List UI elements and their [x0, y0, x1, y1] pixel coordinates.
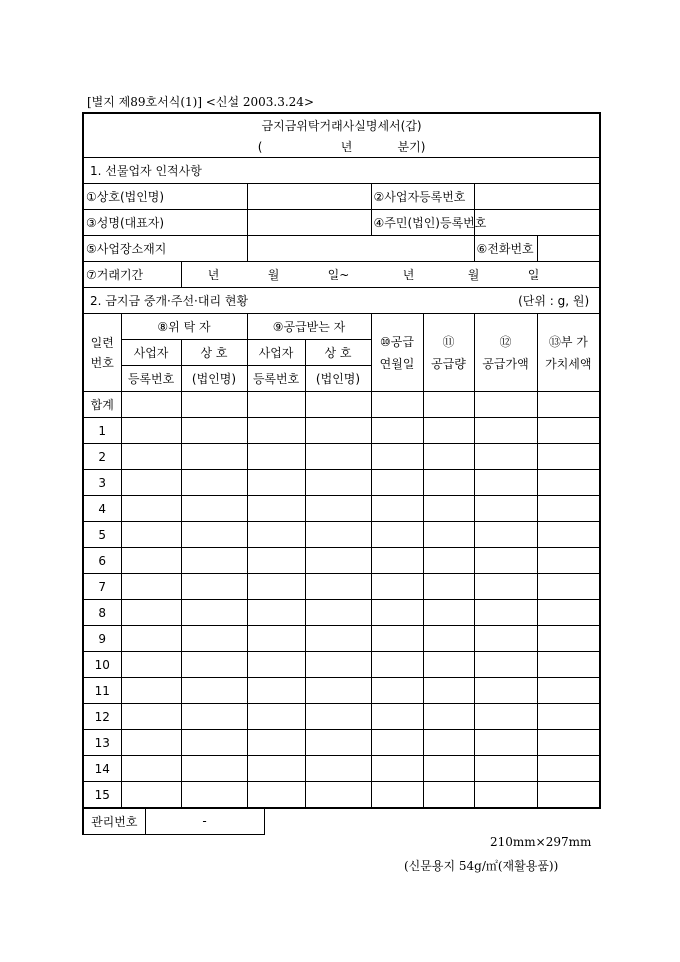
table-cell[interactable] [537, 756, 600, 782]
table-cell[interactable] [121, 756, 181, 782]
table-cell[interactable] [423, 496, 474, 522]
row-number: 7 [83, 574, 121, 600]
col-qty: ⑪ 공급량 [423, 314, 474, 392]
table-cell[interactable] [371, 756, 423, 782]
section1-heading: 1. 선물업자 인적사항 [83, 158, 600, 184]
row-number: 6 [83, 548, 121, 574]
management-label: 관리번호 [83, 808, 145, 835]
total-cell[interactable] [537, 392, 600, 418]
table-cell[interactable] [305, 730, 371, 756]
table-cell[interactable] [423, 626, 474, 652]
row-number: 14 [83, 756, 121, 782]
row-number: 4 [83, 496, 121, 522]
table-cell[interactable] [121, 418, 181, 444]
address-value[interactable] [247, 236, 474, 262]
table-row [83, 418, 600, 444]
table-cell[interactable] [474, 470, 537, 496]
table-cell[interactable] [181, 522, 247, 548]
table-cell[interactable] [305, 574, 371, 600]
table-cell[interactable] [423, 678, 474, 704]
table-cell[interactable] [247, 678, 305, 704]
table-cell[interactable] [305, 444, 371, 470]
total-cell[interactable] [371, 392, 423, 418]
table-cell[interactable] [305, 704, 371, 730]
col-consignor: ⑧위 탁 자 [121, 314, 247, 340]
table-cell[interactable] [537, 470, 600, 496]
total-cell[interactable] [474, 392, 537, 418]
total-label: 합계 [83, 392, 121, 418]
table-cell[interactable] [537, 444, 600, 470]
row-number: 11 [83, 678, 121, 704]
table-cell[interactable] [371, 626, 423, 652]
table-row [83, 678, 600, 704]
table-cell[interactable] [121, 600, 181, 626]
total-cell[interactable] [121, 392, 181, 418]
table-cell[interactable] [371, 704, 423, 730]
table-cell[interactable] [423, 600, 474, 626]
table-cell[interactable] [423, 470, 474, 496]
table-row [83, 756, 600, 782]
table-cell[interactable] [247, 782, 305, 809]
rep-name-value[interactable] [247, 210, 371, 236]
table-cell[interactable] [423, 574, 474, 600]
table-cell[interactable] [181, 496, 247, 522]
col-consignor-corp: 상 호 [181, 340, 247, 366]
row-number: 12 [83, 704, 121, 730]
period-line [83, 136, 600, 158]
table-cell[interactable] [371, 678, 423, 704]
table-cell[interactable] [121, 444, 181, 470]
table-cell[interactable] [247, 756, 305, 782]
trade-period-y2: 년 [402, 268, 415, 282]
trade-period-m2: 월 [467, 268, 480, 282]
table-cell[interactable] [181, 418, 247, 444]
total-cell[interactable] [305, 392, 371, 418]
table-cell[interactable] [181, 756, 247, 782]
table-cell[interactable] [371, 522, 423, 548]
table-cell[interactable] [474, 444, 537, 470]
table-cell[interactable] [121, 730, 181, 756]
table-cell[interactable] [305, 678, 371, 704]
total-cell[interactable] [181, 392, 247, 418]
table-cell[interactable] [247, 548, 305, 574]
table-cell[interactable] [305, 548, 371, 574]
table-cell[interactable] [371, 470, 423, 496]
table-cell[interactable] [305, 600, 371, 626]
total-cell[interactable] [423, 392, 474, 418]
row-number: 15 [83, 782, 121, 809]
phone-label: ⑥전화번호 [474, 236, 537, 262]
rep-name-label: ③성명(대표자) [83, 210, 247, 236]
table-cell[interactable] [423, 730, 474, 756]
table-cell[interactable] [121, 652, 181, 678]
table-cell[interactable] [537, 548, 600, 574]
table-cell[interactable] [181, 730, 247, 756]
phone-value[interactable] [537, 236, 600, 262]
table-cell[interactable] [537, 626, 600, 652]
table-cell[interactable] [537, 574, 600, 600]
table-cell[interactable] [121, 548, 181, 574]
col-consignor-biz-no: 사업자 [121, 340, 181, 366]
table-cell[interactable] [121, 470, 181, 496]
table-cell[interactable] [181, 548, 247, 574]
resident-reg-no-value[interactable] [474, 210, 600, 236]
table-cell[interactable] [537, 678, 600, 704]
table-cell[interactable] [121, 574, 181, 600]
unit-note: (단위 : g, 원) [518, 294, 590, 308]
table-cell[interactable] [537, 782, 600, 809]
table-cell[interactable] [371, 548, 423, 574]
total-row [83, 392, 600, 418]
address-label: ⑤사업장소재지 [83, 236, 247, 262]
table-cell[interactable] [371, 444, 423, 470]
management-value[interactable]: - [145, 808, 264, 835]
table-cell[interactable] [371, 496, 423, 522]
table-cell[interactable] [181, 678, 247, 704]
table-cell[interactable] [474, 522, 537, 548]
period-open: ( [257, 140, 263, 154]
row-number: 13 [83, 730, 121, 756]
resident-reg-no-label: ④주민(법인)등록번호 [371, 210, 474, 236]
table-cell[interactable] [181, 652, 247, 678]
trade-period-d1: 일~ [327, 268, 350, 282]
table-cell[interactable] [247, 652, 305, 678]
table-cell[interactable] [474, 704, 537, 730]
table-cell[interactable] [474, 574, 537, 600]
table-row [83, 574, 600, 600]
table-row [83, 782, 600, 809]
table-cell[interactable] [537, 496, 600, 522]
table-cell[interactable] [537, 730, 600, 756]
trade-period-value[interactable] [181, 262, 600, 288]
table-cell[interactable] [474, 678, 537, 704]
table-cell[interactable] [423, 704, 474, 730]
table-cell[interactable] [247, 626, 305, 652]
table-cell[interactable] [305, 496, 371, 522]
table-cell[interactable] [305, 782, 371, 809]
table-cell[interactable] [121, 678, 181, 704]
table-cell[interactable] [305, 418, 371, 444]
row-number: 10 [83, 652, 121, 678]
table-cell[interactable] [474, 626, 537, 652]
table-row [83, 470, 600, 496]
table-cell[interactable] [121, 496, 181, 522]
table-cell[interactable] [423, 418, 474, 444]
table-cell[interactable] [121, 522, 181, 548]
form-header: [별지 제89호서식(1)] <신설 2003.3.24> [87, 95, 314, 109]
section2-heading: 2. 금지금 중개·주선·대리 현황 (단위 : g, 원) [83, 288, 600, 314]
table-cell[interactable] [305, 626, 371, 652]
table-cell[interactable] [371, 782, 423, 809]
table-cell[interactable] [371, 600, 423, 626]
table-cell[interactable] [247, 444, 305, 470]
form-title: 금지금위탁거래사실명세서(갑) [83, 113, 600, 136]
period-year: 년 [340, 140, 353, 154]
table-cell[interactable] [474, 496, 537, 522]
row-number: 1 [83, 418, 121, 444]
table-cell[interactable] [247, 496, 305, 522]
management-table [82, 807, 265, 835]
trade-name-label: ①상호(법인명) [83, 184, 247, 210]
biz-reg-no-value[interactable] [474, 184, 600, 210]
col-recipient-corp-2: (법인명) [305, 366, 371, 392]
table-cell[interactable] [474, 782, 537, 809]
col-consignor-corp-2: (법인명) [181, 366, 247, 392]
table-cell[interactable] [474, 548, 537, 574]
table-cell[interactable] [371, 652, 423, 678]
col-consignor-biz-no-2: 등록번호 [121, 366, 181, 392]
table-cell[interactable] [474, 600, 537, 626]
row-number: 2 [83, 444, 121, 470]
table-cell[interactable] [181, 470, 247, 496]
col-recipient-corp: 상 호 [305, 340, 371, 366]
table-cell[interactable] [474, 652, 537, 678]
statement-form [82, 112, 601, 809]
col-recipient-biz-no-2: 등록번호 [247, 366, 305, 392]
table-cell[interactable] [423, 522, 474, 548]
table-row [83, 704, 600, 730]
table-row [83, 522, 600, 548]
period-quarter: 분기) [397, 140, 426, 154]
table-cell[interactable] [305, 756, 371, 782]
table-cell[interactable] [537, 418, 600, 444]
table-cell[interactable] [247, 418, 305, 444]
table-row [83, 600, 600, 626]
trade-period-m1: 월 [267, 268, 280, 282]
table-cell[interactable] [423, 548, 474, 574]
trade-period-label: ⑦거래기간 [83, 262, 181, 288]
table-cell[interactable] [305, 522, 371, 548]
col-recipient: ⑨공급받는 자 [247, 314, 371, 340]
row-number: 9 [83, 626, 121, 652]
table-cell[interactable] [537, 652, 600, 678]
table-cell[interactable] [474, 418, 537, 444]
table-cell[interactable] [121, 704, 181, 730]
table-cell[interactable] [247, 730, 305, 756]
table-cell[interactable] [181, 704, 247, 730]
table-cell[interactable] [423, 652, 474, 678]
table-cell[interactable] [537, 600, 600, 626]
table-row [83, 652, 600, 678]
table-row [83, 548, 600, 574]
table-cell[interactable] [247, 704, 305, 730]
table-cell[interactable] [181, 574, 247, 600]
col-recipient-biz-no: 사업자 [247, 340, 305, 366]
table-cell[interactable] [371, 418, 423, 444]
table-cell[interactable] [537, 704, 600, 730]
table-cell[interactable] [305, 652, 371, 678]
row-number: 8 [83, 600, 121, 626]
col-price: ⑫ 공급가액 [474, 314, 537, 392]
table-cell[interactable] [474, 756, 537, 782]
table-row [83, 496, 600, 522]
table-cell[interactable] [423, 444, 474, 470]
table-cell[interactable] [371, 574, 423, 600]
table-cell[interactable] [181, 444, 247, 470]
table-cell[interactable] [247, 522, 305, 548]
trade-period-y1: 년 [207, 268, 220, 282]
row-number: 5 [83, 522, 121, 548]
col-supply-date: ⑩공급 연월일 [371, 314, 423, 392]
paper-size: 210mm×297mm [490, 835, 592, 849]
table-cell[interactable] [371, 730, 423, 756]
table-row [83, 626, 600, 652]
table-cell[interactable] [247, 574, 305, 600]
table-cell[interactable] [423, 782, 474, 809]
table-cell[interactable] [537, 522, 600, 548]
paper-spec: (신문용지 54g/㎡(재활용품)) [404, 859, 559, 873]
table-cell[interactable] [181, 600, 247, 626]
table-cell[interactable] [474, 730, 537, 756]
table-cell[interactable] [121, 626, 181, 652]
table-cell[interactable] [181, 782, 247, 809]
col-serial: 일련 번호 [83, 314, 121, 392]
biz-reg-no-label: ②사업자등록번호 [371, 184, 474, 210]
table-row [83, 444, 600, 470]
table-cell[interactable] [423, 756, 474, 782]
table-cell[interactable] [247, 470, 305, 496]
trade-period-d2: 일 [527, 268, 540, 282]
table-cell[interactable] [121, 782, 181, 809]
table-cell[interactable] [181, 626, 247, 652]
total-cell[interactable] [247, 392, 305, 418]
table-row [83, 730, 600, 756]
row-number: 3 [83, 470, 121, 496]
col-vat: ⑬부 가 가치세액 [537, 314, 600, 392]
table-cell[interactable] [305, 470, 371, 496]
trade-name-value[interactable] [247, 184, 371, 210]
table-cell[interactable] [247, 600, 305, 626]
